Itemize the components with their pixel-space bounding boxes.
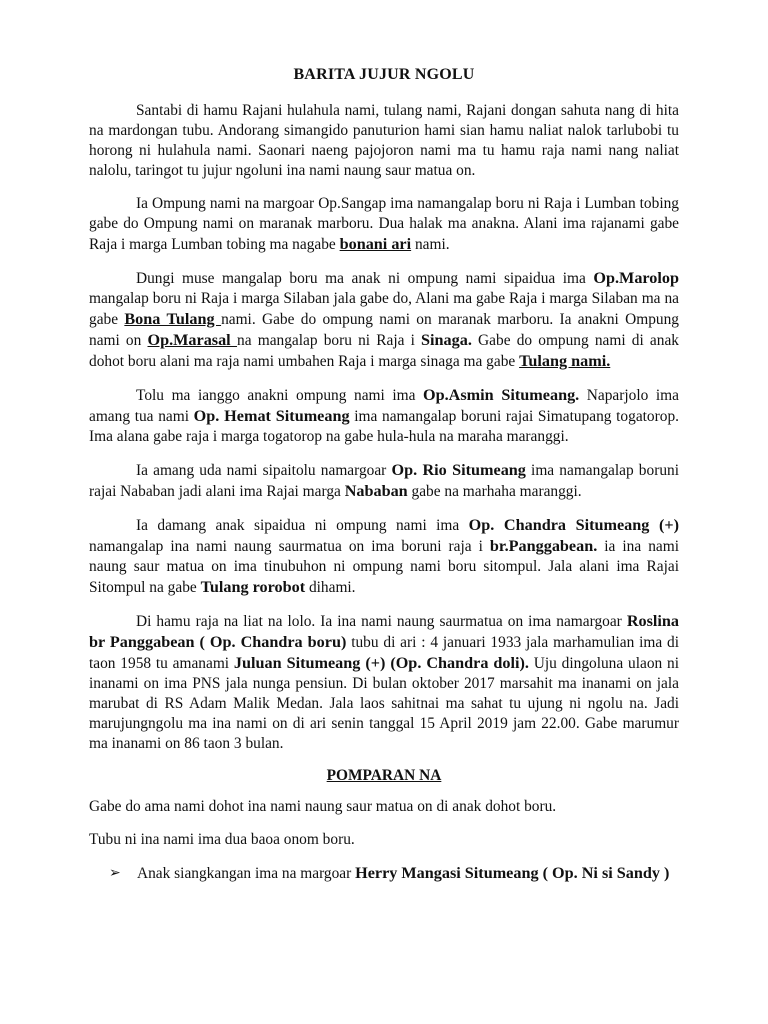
op-asmin-name: Op.Asmin Situmeang.: [423, 386, 580, 404]
paragraph-op-marolop: [89, 268, 679, 372]
paragraph-text: Ia damang anak sipaidua ni ompung nami ima: [136, 517, 469, 534]
paragraph-text: gabe na marhaha maranggi.: [407, 483, 582, 500]
op-marolop-name: Op.Marolop: [593, 269, 679, 287]
nababan-name: Nababan: [344, 482, 408, 500]
paragraph-text: Tolu ma ianggo anakni ompung nami ima: [136, 387, 424, 404]
paragraph-text: Naparjolo ima amang tua nami: [89, 387, 679, 425]
paragraph-text: Di hamu raja na liat na lolo. Ia ina nami naung saurmatua on ima namargoar: [136, 613, 627, 630]
roslina-name: Roslina br Panggabean ( Op. Chandra boru): [89, 612, 679, 651]
paragraph-text: Santabi di hamu Rajani hulahula nami, tulang nami, Rajani dongan sahuta nang di hita na mardongan tubu. Andorang simangido panuturion hami sian hamu naliat nalok tarlubobi tu horong ni hulahula nami. Saonari naeng pajojoron nami ma tu hamu raja nami nang naliat nalolu, taringot tu jujur ngoluni ina nami naung saur matua on.: [89, 102, 679, 179]
document-title: BARITA JUJUR NGOLU: [293, 66, 475, 83]
paragraph-text: ia ina nami naung saur matua on ima tinubuhon ni ompung nami boru sitompul. Jala alani ima Rajai Sitompul na gabe: [89, 538, 679, 596]
paragraph-roslina: [89, 611, 679, 754]
paragraph-text: namangalap ina nami naung saurmatua on ima boruni raja i: [89, 538, 490, 555]
op-marasal-name: Op.Marasal: [147, 331, 238, 349]
section-title-pomparan: POMPARAN NA: [326, 767, 442, 784]
paragraph-intro: [89, 101, 679, 181]
juluan-name: Juluan Situmeang (+) (Op. Chandra doli).: [233, 654, 529, 672]
op-rio-name: Op. Rio Situmeang: [391, 461, 526, 479]
panggabean-name: br.Panggabean.: [489, 537, 598, 555]
paragraph-op-rio: [89, 460, 679, 502]
paragraph-text: Dungi muse mangalap boru ma anak ni ompung nami sipaidua ima: [136, 270, 594, 287]
bona-tulang-term: Bona Tulang: [124, 310, 222, 328]
list-item: [109, 863, 679, 884]
paragraph-gabe: Gabe do ama nami dohot ina nami naung saur matua on di anak dohot boru.: [89, 798, 557, 815]
list-item-text: Anak siangkangan ima na margoar: [137, 865, 356, 882]
tulang-rorobot-term: Tulang rorobot: [200, 578, 306, 596]
paragraph-text: ima namangalap boruni rajai Nababan jadi alani ima Rajai marga: [89, 462, 679, 500]
paragraph-text: na mangalap boru ni Raja i: [237, 332, 422, 349]
paragraph-ompung: [89, 194, 679, 255]
paragraph-text: ima namangalap boruni rajai Simatupang togatorop. Ima alana gabe raja i marga togatorop na gabe hula-hula na maraha maranggi.: [89, 408, 679, 445]
paragraph-text: nami. Gabe do ompung nami on maranak marboru. Ia anakni Ompung nami on: [89, 311, 679, 349]
paragraph-tubu: Tubu ni ina nami ima dua baoa onom boru.: [89, 831, 355, 848]
paragraph-op-asmin: [89, 385, 679, 447]
paragraph-text: Gabe do ompung nami di anak dohot boru alani ma raja nami umbahen Raja i marga sinaga ma gabe: [89, 332, 679, 370]
paragraph-text: Ia Ompung nami na margoar Op.Sangap ima namangalap boru ni Raja i Lumban tobing gabe do Ompung nami on maranak marboru. Dua halak ma anakna. Alani ima rajanami gabe Raja i marga Lumban tobing ma nagabe: [89, 195, 679, 253]
bonani-ari-term: bonani ari: [339, 235, 412, 253]
op-hemat-name: Op. Hemat Situmeang: [193, 407, 350, 425]
children-list: [89, 863, 679, 884]
sinaga-name: Sinaga.: [421, 331, 472, 349]
paragraph-text: Ia amang uda nami sipaitolu namargoar: [136, 462, 392, 479]
tulang-nami-term: Tulang nami.: [519, 352, 611, 370]
paragraph-text: Uju dingoluna ulaon ni inanami on ima PNS jala nunga pensiun. Di bulan oktober 2017 marsahit ma inanami on jala marubat di RS Adam Malik Medan. Jala laos sahitnai ma sahat tu ujung ni ngolu na. Jadi marujungngolu ma ina nami on di ari senin tanggal 15 April 2019 jam 22.00. Gabe marumur ma inanami on 86 taon 3 bulan.: [89, 655, 679, 752]
paragraph-text: tubu di ari : 4 januari 1933 jala marhamulian ima di taon 1958 tu amanami: [89, 634, 679, 672]
paragraph-op-chandra: [89, 515, 679, 598]
paragraph-text: dihami.: [305, 579, 356, 596]
paragraph-text: mangalap boru ni Raja i marga Silaban jala gabe do, Alani ma gabe Raja i marga Silaban ma na gabe: [89, 290, 679, 328]
herry-name: Herry Mangasi Situmeang ( Op. Ni si Sandy ): [355, 864, 670, 882]
paragraph-text: nami.: [411, 236, 450, 253]
arrow-bullet-icon: ➢: [109, 865, 121, 881]
op-chandra-name: Op. Chandra Situmeang (+): [468, 516, 679, 534]
